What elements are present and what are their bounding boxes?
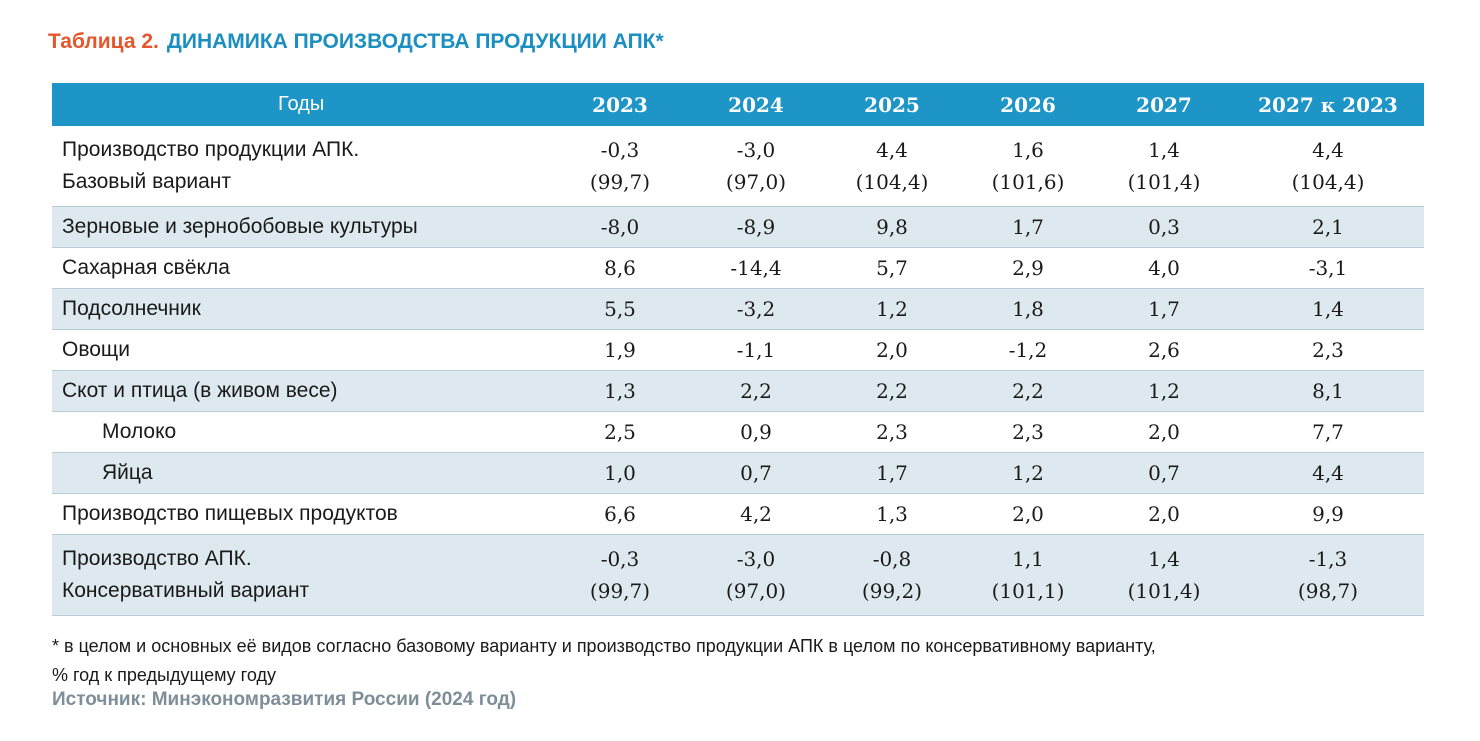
source-note: Источник: Минэкономразвития России (2024 год) — [52, 689, 517, 710]
footnote-line-2: % год к предыдущему году — [52, 665, 276, 685]
value-growth: -1,1 — [736, 338, 776, 362]
value-growth: 1,9 — [604, 338, 636, 362]
value-cell — [824, 289, 960, 330]
value-cell — [1232, 371, 1424, 412]
value-growth: 1,4 — [1148, 138, 1180, 162]
value-growth: -8,9 — [736, 215, 776, 239]
value-growth: 1,7 — [1012, 215, 1044, 239]
value-growth: 4,4 — [1312, 138, 1344, 162]
row-label-line: Молоко — [102, 420, 177, 443]
value-index: (104,4) — [1291, 170, 1365, 194]
value-cell — [1232, 330, 1424, 371]
value-growth: 2,2 — [876, 379, 908, 403]
row-label-line: Базовый вариант — [62, 170, 232, 193]
value-index: (97,0) — [725, 579, 787, 603]
value-growth: -3,2 — [736, 297, 776, 321]
value-cell — [1096, 535, 1232, 616]
value-cell — [1096, 248, 1232, 289]
value-cell — [960, 371, 1096, 412]
header-2023: 2023 — [552, 83, 688, 126]
row-label — [52, 494, 552, 535]
value-cell — [1232, 126, 1424, 207]
footnote — [52, 632, 1156, 690]
value-cell — [552, 248, 688, 289]
value-growth: 2,3 — [1012, 420, 1044, 444]
value-index: (101,1) — [991, 579, 1065, 603]
value-growth: -0,3 — [600, 547, 640, 571]
value-growth: 2,9 — [1012, 256, 1044, 280]
value-growth: 2,2 — [1012, 379, 1044, 403]
value-cell — [1232, 248, 1424, 289]
row-label-line: Зерновые и зернобобовые культуры — [62, 215, 418, 238]
header-years: Годы — [52, 83, 552, 126]
row-label — [52, 371, 552, 412]
value-growth: 2,3 — [1312, 338, 1344, 362]
value-growth: -0,3 — [600, 138, 640, 162]
value-growth: 4,0 — [1148, 256, 1180, 280]
table-header-row — [52, 83, 1424, 126]
row-label-line: Яйца — [102, 461, 153, 484]
row-label-line: Подсолнечник — [62, 297, 201, 320]
value-index: (99,7) — [589, 579, 651, 603]
value-cell — [688, 330, 824, 371]
table-row — [52, 412, 1424, 453]
value-growth: 1,0 — [604, 461, 636, 485]
row-label-line: Производство продукции АПК. — [62, 138, 360, 161]
value-growth: 1,3 — [876, 502, 908, 526]
value-cell — [1096, 371, 1232, 412]
value-growth: 1,2 — [1012, 461, 1044, 485]
row-label-line: Скот и птица (в живом весе) — [62, 379, 338, 402]
value-cell — [960, 126, 1096, 207]
value-cell — [1096, 453, 1232, 494]
value-cell — [688, 453, 824, 494]
value-cell — [824, 126, 960, 207]
row-label-line: Сахарная свёкла — [62, 256, 230, 279]
header-2024: 2024 — [688, 83, 824, 126]
table-row — [52, 494, 1424, 535]
value-growth: 1,6 — [1012, 138, 1044, 162]
value-growth: 2,5 — [604, 420, 636, 444]
table-row — [52, 535, 1424, 616]
header-2026: 2026 — [960, 83, 1096, 126]
value-cell — [824, 494, 960, 535]
value-growth: 4,2 — [740, 502, 772, 526]
value-growth: 0,3 — [1148, 215, 1180, 239]
table-title — [48, 30, 664, 54]
value-growth: 2,6 — [1148, 338, 1180, 362]
value-growth: -3,0 — [736, 547, 776, 571]
table-row — [52, 371, 1424, 412]
value-growth: 2,0 — [876, 338, 908, 362]
header-2027: 2027 — [1096, 83, 1232, 126]
value-cell — [824, 371, 960, 412]
table-row — [52, 289, 1424, 330]
value-growth: -1,3 — [1308, 547, 1348, 571]
value-cell — [960, 535, 1096, 616]
value-growth: -3,1 — [1308, 256, 1348, 280]
value-cell — [688, 289, 824, 330]
value-cell — [824, 535, 960, 616]
value-cell — [960, 207, 1096, 248]
value-growth: 2,2 — [740, 379, 772, 403]
value-cell — [1096, 330, 1232, 371]
value-growth: 1,4 — [1312, 297, 1344, 321]
value-cell — [688, 126, 824, 207]
value-growth: -14,4 — [730, 256, 782, 280]
value-cell — [1096, 494, 1232, 535]
value-index: (101,4) — [1127, 579, 1201, 603]
value-growth: 1,1 — [1012, 547, 1044, 571]
value-growth: 8,6 — [604, 256, 636, 280]
value-cell — [552, 494, 688, 535]
header-2027-vs-2023: 2027 к 2023 — [1232, 83, 1424, 126]
value-cell — [688, 494, 824, 535]
value-cell — [552, 207, 688, 248]
value-cell — [552, 371, 688, 412]
value-cell — [552, 535, 688, 616]
value-cell — [824, 207, 960, 248]
value-index: (101,4) — [1127, 170, 1201, 194]
table-title-text: ДИНАМИКА ПРОИЗВОДСТВА ПРОДУКЦИИ АПК* — [166, 30, 664, 53]
value-cell — [824, 453, 960, 494]
value-cell — [960, 494, 1096, 535]
row-label-line: Овощи — [62, 338, 130, 361]
value-growth: 0,7 — [1148, 461, 1180, 485]
table-row — [52, 330, 1424, 371]
value-index: (101,6) — [991, 170, 1065, 194]
value-cell — [824, 330, 960, 371]
value-cell — [1232, 289, 1424, 330]
value-cell — [552, 289, 688, 330]
value-growth: 2,0 — [1148, 502, 1180, 526]
value-cell — [552, 330, 688, 371]
table-row — [52, 453, 1424, 494]
value-cell — [960, 412, 1096, 453]
value-growth: 8,1 — [1312, 379, 1344, 403]
row-label — [52, 453, 552, 494]
value-cell — [960, 289, 1096, 330]
row-label — [52, 412, 552, 453]
value-growth: 4,4 — [876, 138, 908, 162]
value-growth: -1,2 — [1008, 338, 1048, 362]
value-growth: 2,0 — [1012, 502, 1044, 526]
value-growth: 1,2 — [1148, 379, 1180, 403]
value-cell — [1096, 289, 1232, 330]
value-growth: 5,7 — [876, 256, 908, 280]
value-cell — [688, 248, 824, 289]
value-cell — [1232, 207, 1424, 248]
value-growth: -8,0 — [600, 215, 640, 239]
value-cell — [824, 248, 960, 289]
table-number-label: Таблица 2. — [48, 30, 159, 53]
table-row — [52, 248, 1424, 289]
value-cell — [552, 453, 688, 494]
value-index: (104,4) — [855, 170, 929, 194]
row-label — [52, 535, 552, 616]
value-cell — [1232, 412, 1424, 453]
value-growth: -3,0 — [736, 138, 776, 162]
row-label — [52, 330, 552, 371]
value-growth: 1,8 — [1012, 297, 1044, 321]
row-label-line: Производство АПК. — [62, 547, 252, 570]
value-growth: 2,1 — [1312, 215, 1344, 239]
value-growth: 9,9 — [1312, 502, 1344, 526]
value-growth: -0,8 — [872, 547, 912, 571]
value-cell — [824, 412, 960, 453]
value-index: (98,7) — [1297, 579, 1359, 603]
table-row — [52, 207, 1424, 248]
row-label-line: Производство пищевых продуктов — [62, 502, 398, 525]
value-cell — [1096, 126, 1232, 207]
value-cell — [552, 412, 688, 453]
value-cell — [552, 126, 688, 207]
footnote-line-1: * в целом и основных её видов согласно базовому варианту и производство продукции АПК в целом по консервативному варианту, — [52, 636, 1156, 656]
value-growth: 4,4 — [1312, 461, 1344, 485]
row-label — [52, 126, 552, 207]
value-cell — [1232, 453, 1424, 494]
value-growth: 5,5 — [604, 297, 636, 321]
value-index: (99,7) — [589, 170, 651, 194]
value-cell — [960, 248, 1096, 289]
value-cell — [688, 412, 824, 453]
value-growth: 1,7 — [876, 461, 908, 485]
value-growth: 1,3 — [604, 379, 636, 403]
value-growth: 0,7 — [740, 461, 772, 485]
value-growth: 1,2 — [876, 297, 908, 321]
value-cell — [1232, 494, 1424, 535]
value-growth: 6,6 — [604, 502, 636, 526]
header-2025: 2025 — [824, 83, 960, 126]
value-index: (99,2) — [861, 579, 923, 603]
value-growth: 1,4 — [1148, 547, 1180, 571]
table-body — [52, 126, 1424, 616]
value-cell — [1096, 207, 1232, 248]
row-label — [52, 289, 552, 330]
table-row — [52, 126, 1424, 207]
production-dynamics-table — [52, 83, 1424, 616]
row-label — [52, 207, 552, 248]
value-cell — [1232, 535, 1424, 616]
row-label — [52, 248, 552, 289]
value-growth: 2,3 — [876, 420, 908, 444]
value-growth: 2,0 — [1148, 420, 1180, 444]
row-label-line: Консервативный вариант — [62, 579, 310, 602]
value-growth: 0,9 — [740, 420, 772, 444]
value-cell — [1096, 412, 1232, 453]
value-cell — [688, 371, 824, 412]
value-growth: 9,8 — [876, 215, 908, 239]
value-cell — [960, 330, 1096, 371]
value-cell — [688, 207, 824, 248]
value-growth: 7,7 — [1312, 420, 1344, 444]
value-cell — [688, 535, 824, 616]
value-index: (97,0) — [725, 170, 787, 194]
value-growth: 1,7 — [1148, 297, 1180, 321]
value-cell — [960, 453, 1096, 494]
